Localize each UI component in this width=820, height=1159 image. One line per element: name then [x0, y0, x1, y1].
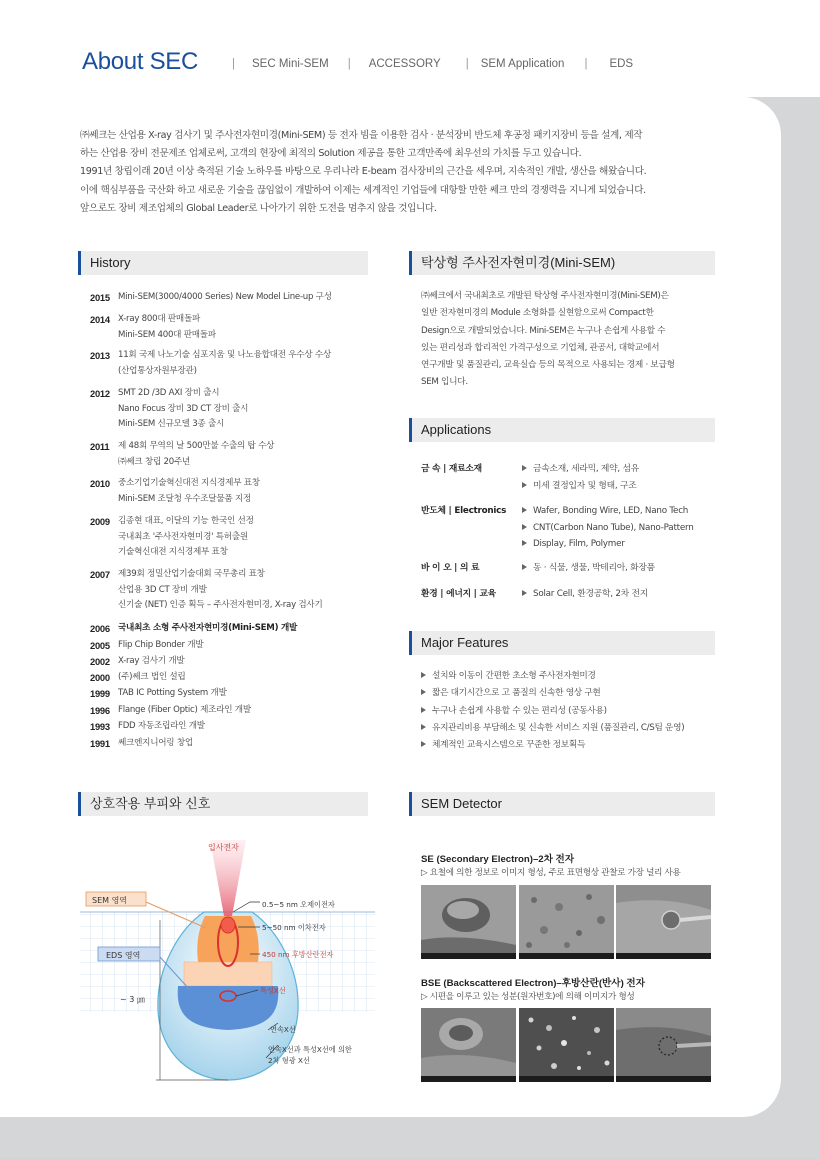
intro-line: 앞으로도 장비 제조업체의 Global Leader로 나아가기 위한 도전을 멈추지 않을 것입니다. — [80, 202, 437, 214]
history-year: 2015 — [90, 292, 110, 303]
sem-area-label: SEM 영역 — [92, 896, 128, 905]
interaction-heading: 상호작용 부피와 신호 — [78, 792, 368, 816]
history-text: Nano Focus 장비 3D CT 장비 출시 — [118, 403, 249, 414]
history-year: 1999 — [90, 688, 110, 699]
bullet-arrow-icon — [421, 724, 426, 730]
history-text: 국내최초 '주사전자현미경' 특허출원 — [118, 531, 248, 542]
application-item: 미세 결정입자 및 형태, 구조 — [533, 480, 637, 491]
nav-item-mini-sem[interactable]: SEC Mini-SEM — [252, 58, 329, 70]
depth-label: ~ 3 ㎛ — [120, 995, 145, 1004]
applications-heading: Applications — [409, 418, 715, 442]
fluorescence-label: 연속X선과 특성X선에 의한 — [268, 1045, 352, 1054]
nav-item-eds[interactable]: EDS — [609, 58, 634, 70]
application-item: Display, Film, Polymer — [533, 539, 625, 549]
bullet-arrow-icon — [421, 672, 426, 678]
history-year: 2014 — [90, 314, 110, 325]
intro-text — [80, 127, 725, 218]
history-entry — [90, 312, 216, 343]
bse-image-bonding-wire — [616, 1008, 711, 1082]
bullet-arrow-icon — [522, 507, 527, 513]
history-entry — [90, 348, 331, 379]
history-entry — [90, 439, 274, 470]
minisem-description: ㈜쎄크에서 국내최초로 개발된 탁상형 주사전자현미경(Mini-SEM)은 일반 전자현미경의 Module 소형화를 실현함으로써 Compact한 Design으로 개발되었습니다. Mini-SEM은 누구나 손쉽게 사용할 수 있는 편리성과 합리적인 가격구성으로 기업체, 관공서, 대학교에서 연구개발 및 품질관리, 교육실습 등의 목적으로 사용되는 경제 · 보급형 SEM 입니다. — [421, 291, 675, 388]
features-heading: Major Features — [409, 631, 715, 655]
history-text: FDD 자동조립라인 개발 — [118, 721, 205, 731]
bullet-arrow-icon — [522, 465, 527, 471]
history-text: 기술혁신대전 지식경제부 표창 — [118, 547, 228, 557]
bullet-arrow-icon — [522, 540, 527, 546]
history-year: 2009 — [90, 516, 110, 527]
history-year: 2010 — [90, 478, 110, 489]
history-year: 2002 — [90, 656, 110, 667]
characteristic-label: 특성X선 — [260, 986, 286, 995]
history-year: 2011 — [90, 441, 110, 452]
application-item: Wafer, Bonding Wire, LED, Nano Tech — [533, 506, 689, 516]
history-heading: History — [78, 251, 368, 275]
history-entry — [90, 736, 193, 752]
history-text: Flip Chip Bonder 개발 — [118, 640, 204, 650]
history-text: X-ray 800대 판매돌파 — [118, 314, 201, 324]
history-entry — [90, 670, 186, 686]
bullet-arrow-icon — [522, 482, 527, 488]
bse-image-particle — [421, 1008, 516, 1082]
history-text: Flange (Fiber Optic) 제조라인 개발 — [118, 705, 251, 715]
se-description: ▷ 요철에 의한 정보로 이미지 형성, 주로 표면형상 관찰로 가장 널리 사용 — [421, 868, 681, 878]
history-text: 제39회 정밀산업기술대회 국무총리 표창 — [118, 569, 265, 579]
history-entry — [90, 476, 260, 507]
history-entry — [90, 290, 332, 306]
history-entry — [90, 654, 184, 670]
history-year: 2007 — [90, 569, 110, 580]
history-entry — [90, 686, 227, 702]
minisem-heading: 탁상형 주사전자현미경(Mini-SEM) — [409, 251, 715, 275]
features-list — [421, 668, 684, 754]
history-text: TAB IC Potting System 개발 — [118, 688, 227, 698]
nav-item-accessory[interactable]: ACCESSORY — [368, 58, 441, 70]
nav-item-sem-application[interactable]: SEM Application — [480, 58, 565, 70]
application-item: CNT(Carbon Nano Tube), Nano-Pattern — [533, 522, 694, 533]
top-nav — [232, 58, 633, 70]
history-entry — [90, 567, 323, 614]
bse-image-grains — [519, 1008, 614, 1082]
feature-item: 체계적인 교육시스템으로 꾸준한 정보획득 — [421, 737, 684, 754]
feature-item: 유지관리비용 부담해소 및 신속한 서비스 지원 (품질관리, C/S팀 운영) — [421, 720, 684, 737]
feature-item: 누구나 손쉽게 사용할 수 있는 편리성 (공동사용) — [421, 703, 684, 720]
history-entry — [90, 386, 248, 433]
nav-separator: | — [347, 58, 351, 70]
eds-area-label: EDS 영역 — [106, 951, 141, 960]
history-entry — [90, 514, 254, 561]
history-text: ㈜쎄크 창립 20주년 — [118, 456, 191, 467]
history-text: 국내최초 소형 주사전자현미경(Mini-SEM) 개발 — [118, 623, 298, 633]
fluorescence-label: 2차 형광 X선 — [268, 1056, 310, 1065]
history-text: 11회 국제 나노기술 심포지움 및 나노융합대전 우수상 수상 — [118, 350, 331, 360]
history-text: (주)쎄크 법인 설립 — [118, 672, 186, 682]
nav-separator: | — [232, 58, 235, 70]
continuous-label: 연속X선 — [270, 1025, 296, 1034]
history-year: 1996 — [90, 705, 110, 716]
history-text: Mini-SEM 400대 판매돌파 — [118, 329, 216, 340]
intro-line: 1991년 창립이래 20년 이상 축적된 기술 노하우를 바탕으로 우리나라 E-beam 검사장비의 근간을 세우며, 지속적인 개발, 생산을 해왔습니다. — [80, 166, 647, 178]
application-item: 동 · 식물, 생물, 박테리아, 화장품 — [533, 563, 655, 573]
bullet-arrow-icon — [522, 590, 527, 596]
se-image-particle — [421, 885, 516, 959]
detector-heading: SEM Detector — [409, 792, 715, 816]
se-title: SE (Secondary Electron)–2차 전자 — [421, 854, 575, 865]
secondary-label: 5~50 nm 이차전자 — [262, 923, 326, 932]
history-entry — [90, 638, 203, 654]
bullet-arrow-icon — [421, 741, 426, 747]
application-category: 반도체 | Electronics — [421, 506, 507, 516]
history-year: 2013 — [90, 350, 110, 361]
history-text: 산업용 3D CT 장비 개발 — [118, 584, 207, 595]
history-year: 2006 — [90, 623, 110, 634]
history-text: Mini-SEM(3000/4000 Series) New Model Line-up 구성 — [118, 292, 332, 302]
bse-description: ▷ 시편을 이루고 있는 성분(원자번호)에 의해 이미지가 형성 — [421, 992, 635, 1002]
se-image-bonding-wire — [616, 885, 711, 959]
history-entry — [90, 703, 251, 719]
history-year: 1993 — [90, 721, 110, 732]
bse-title: BSE (Backscattered Electron)–후방산란(반사) 전자 — [421, 978, 645, 989]
bullet-arrow-icon — [522, 564, 527, 570]
intro-line: 하는 산업용 장비 전문제조 업체로써, 고객의 현장에 최적의 Solution 제공을 통한 고객만족에 최우선의 가치를 두고 있습니다. — [80, 148, 582, 160]
bullet-arrow-icon — [522, 524, 527, 530]
history-year: 1991 — [90, 738, 110, 749]
history-text: 쎄크엔지니어링 창업 — [118, 738, 193, 748]
history-year: 2012 — [90, 388, 110, 399]
beam-label: 입사전자 — [208, 843, 239, 852]
history-text: 신기술 (NET) 인증 획득 – 주사전자현미경, X-ray 검사기 — [118, 600, 323, 610]
intro-line: ㈜쎄크는 산업용 X-ray 검사기 및 주사전자현미경(Mini-SEM) 등 전자 빔을 이용한 검사 · 분석장비 반도체 후공정 패키지장비 등을 설계, 제작 — [80, 130, 643, 141]
bullet-arrow-icon — [421, 689, 426, 695]
se-image-grains — [519, 885, 614, 959]
history-entry — [90, 719, 205, 735]
feature-item: 짧은 대기시간으로 고 품질의 신속한 영상 구현 — [421, 685, 684, 702]
history-year: 2000 — [90, 672, 110, 683]
application-category: 금 속 | 재료소재 — [421, 464, 482, 474]
application-item: 금속소재, 세라믹, 제약, 섬유 — [533, 464, 640, 474]
history-text: (산업통상자원부장관) — [118, 365, 197, 376]
interaction-volume-diagram — [78, 830, 408, 1095]
application-category: 환경 | 에너지 | 교육 — [421, 589, 496, 599]
history-year: 2005 — [90, 640, 110, 651]
auger-label: 0.5~5 nm 오제이전자 — [262, 900, 335, 909]
application-item: Solar Cell, 환경공학, 2차 전지 — [533, 589, 648, 599]
history-text: X-ray 검사기 개발 — [118, 656, 185, 666]
application-category: 바 이 오 | 의 료 — [421, 563, 480, 573]
nav-separator: | — [465, 58, 469, 70]
history-text: Mini-SEM 신규모델 3종 출시 — [118, 419, 225, 429]
history-text: 중소기업기술혁신대전 지식경제부 표창 — [118, 478, 260, 488]
backscatter-label: 450 nm 후방산란전자 — [262, 950, 334, 959]
history-text: 김종현 대표, 이달의 기능 한국인 선정 — [118, 516, 254, 526]
feature-item: 설치와 이동이 간편한 초소형 주사전자현미경 — [421, 668, 684, 685]
brand-title: About SEC — [82, 48, 199, 75]
history-text: 제 48회 무역의 날 500만불 수출의 탑 수상 — [118, 441, 275, 451]
history-text: Mini-SEM 조달청 우수조달물품 지정 — [118, 493, 252, 504]
history-text: SMT 2D /3D AXI 장비 출시 — [118, 388, 220, 398]
history-entry — [90, 621, 297, 637]
bullet-arrow-icon — [421, 707, 426, 713]
nav-separator: | — [584, 58, 588, 70]
intro-line: 이에 핵심부품을 국산화 하고 새로운 기술을 끊임없이 개발하여 이제는 세계적인 기업들에 대항할 만한 쎄크 만의 경쟁력을 지니게 되었습니다. — [80, 184, 646, 196]
